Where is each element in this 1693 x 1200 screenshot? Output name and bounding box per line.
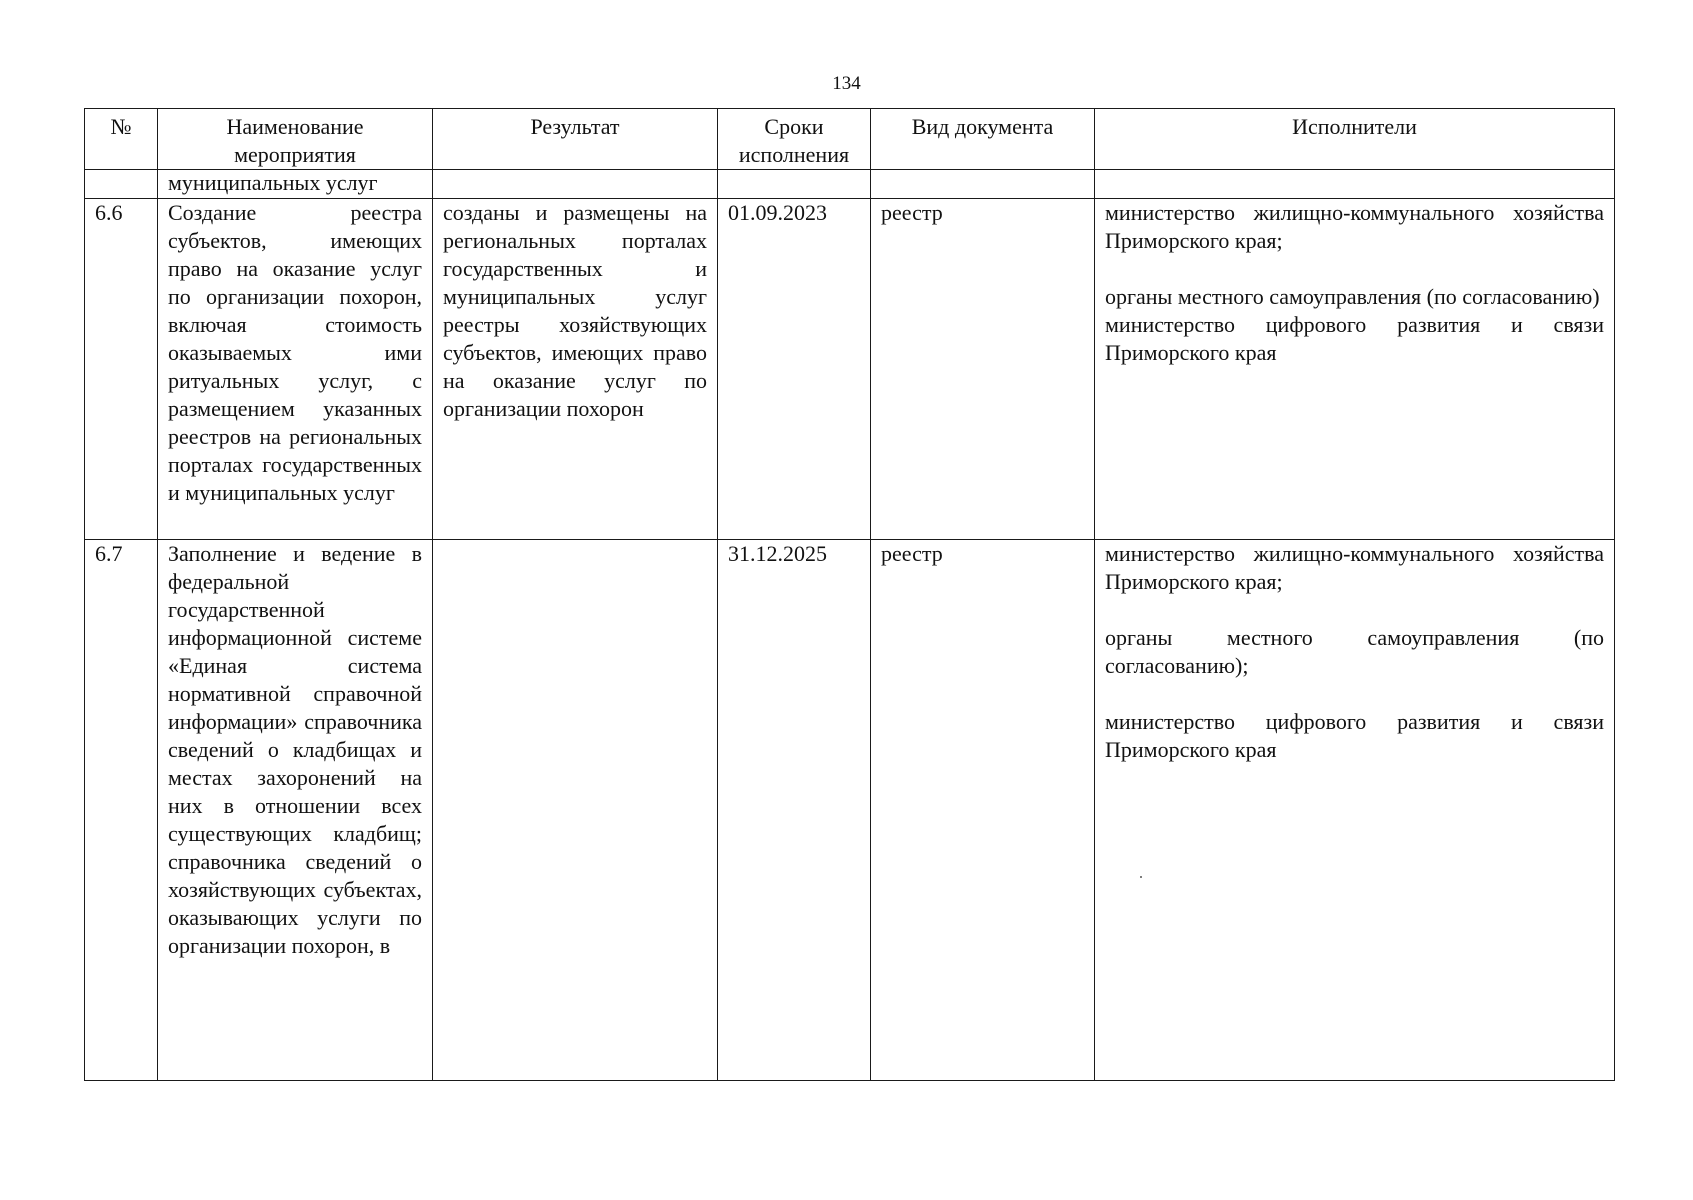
executor-item: министерство жилищно-коммунального хозяйства Приморского края; <box>1105 541 1604 594</box>
executor-item: министерство цифрового развития и связи Приморского края <box>1105 709 1604 762</box>
row-name-text: Создание реестра субъектов, имеющих право на оказание услуг по организации похорон, включая стоимость оказываемых ими ритуальных услуг, с размещением указанных реестров на региональных порталах государственных и муниципальных услуг <box>168 200 422 505</box>
continuation-num-cell <box>85 170 158 199</box>
row-doc-type: реестр <box>871 540 1095 1081</box>
row-name <box>158 540 433 1081</box>
header-num: № <box>85 109 158 170</box>
action-plan-table <box>84 108 1615 1081</box>
table-row <box>85 540 1615 1081</box>
header-executors: Исполнители <box>1095 109 1615 170</box>
scan-speck <box>1140 876 1142 878</box>
continuation-name-cell: муниципальных услуг <box>158 170 433 199</box>
table-row <box>85 199 1615 540</box>
row-doc-type: реестр <box>871 199 1095 540</box>
row-name <box>158 199 433 540</box>
row-dates: 01.09.2023 <box>718 199 871 540</box>
header-dates: Сроки исполнения <box>718 109 871 170</box>
header-name: Наименование мероприятия <box>158 109 433 170</box>
row-dates: 31.12.2025 <box>718 540 871 1081</box>
executor-item: органы местного самоуправления (по согласованию) <box>1105 284 1600 309</box>
continuation-dates-cell <box>718 170 871 199</box>
row-executors <box>1095 540 1615 1081</box>
header-doc: Вид документа <box>871 109 1095 170</box>
row-result <box>433 199 718 540</box>
continuation-doc-cell <box>871 170 1095 199</box>
executor-item: министерство жилищно-коммунального хозяйства Приморского края; <box>1105 200 1604 253</box>
row-result-text: созданы и размещены на региональных порталах государственных и муниципальных услуг реестры хозяйствующих субъектов, имеющих право на оказание услуг по организации похорон <box>443 200 707 421</box>
executor-item: органы местного самоуправления (по согласованию); <box>1105 625 1604 678</box>
row-number: 6.6 <box>85 199 158 540</box>
row-number: 6.7 <box>85 540 158 1081</box>
table-row-continuation <box>85 170 1615 199</box>
continuation-executors-cell <box>1095 170 1615 199</box>
row-name-text: Заполнение и ведение в федеральной государственной информационной системе «Единая система нормативной справочной информации» справочника сведений о кладбищах и местах захоронений на них в отношении всех существующих кладбищ; справочника сведений о хозяйствующих субъектах, оказывающих услуги по организации похорон, в <box>168 541 422 958</box>
continuation-result-cell <box>433 170 718 199</box>
table-header-row <box>85 109 1615 170</box>
row-result <box>433 540 718 1081</box>
executor-item: министерство цифрового развития и связи Приморского края <box>1105 312 1604 365</box>
page-number: 134 <box>832 73 861 94</box>
row-executors <box>1095 199 1615 540</box>
header-result: Результат <box>433 109 718 170</box>
